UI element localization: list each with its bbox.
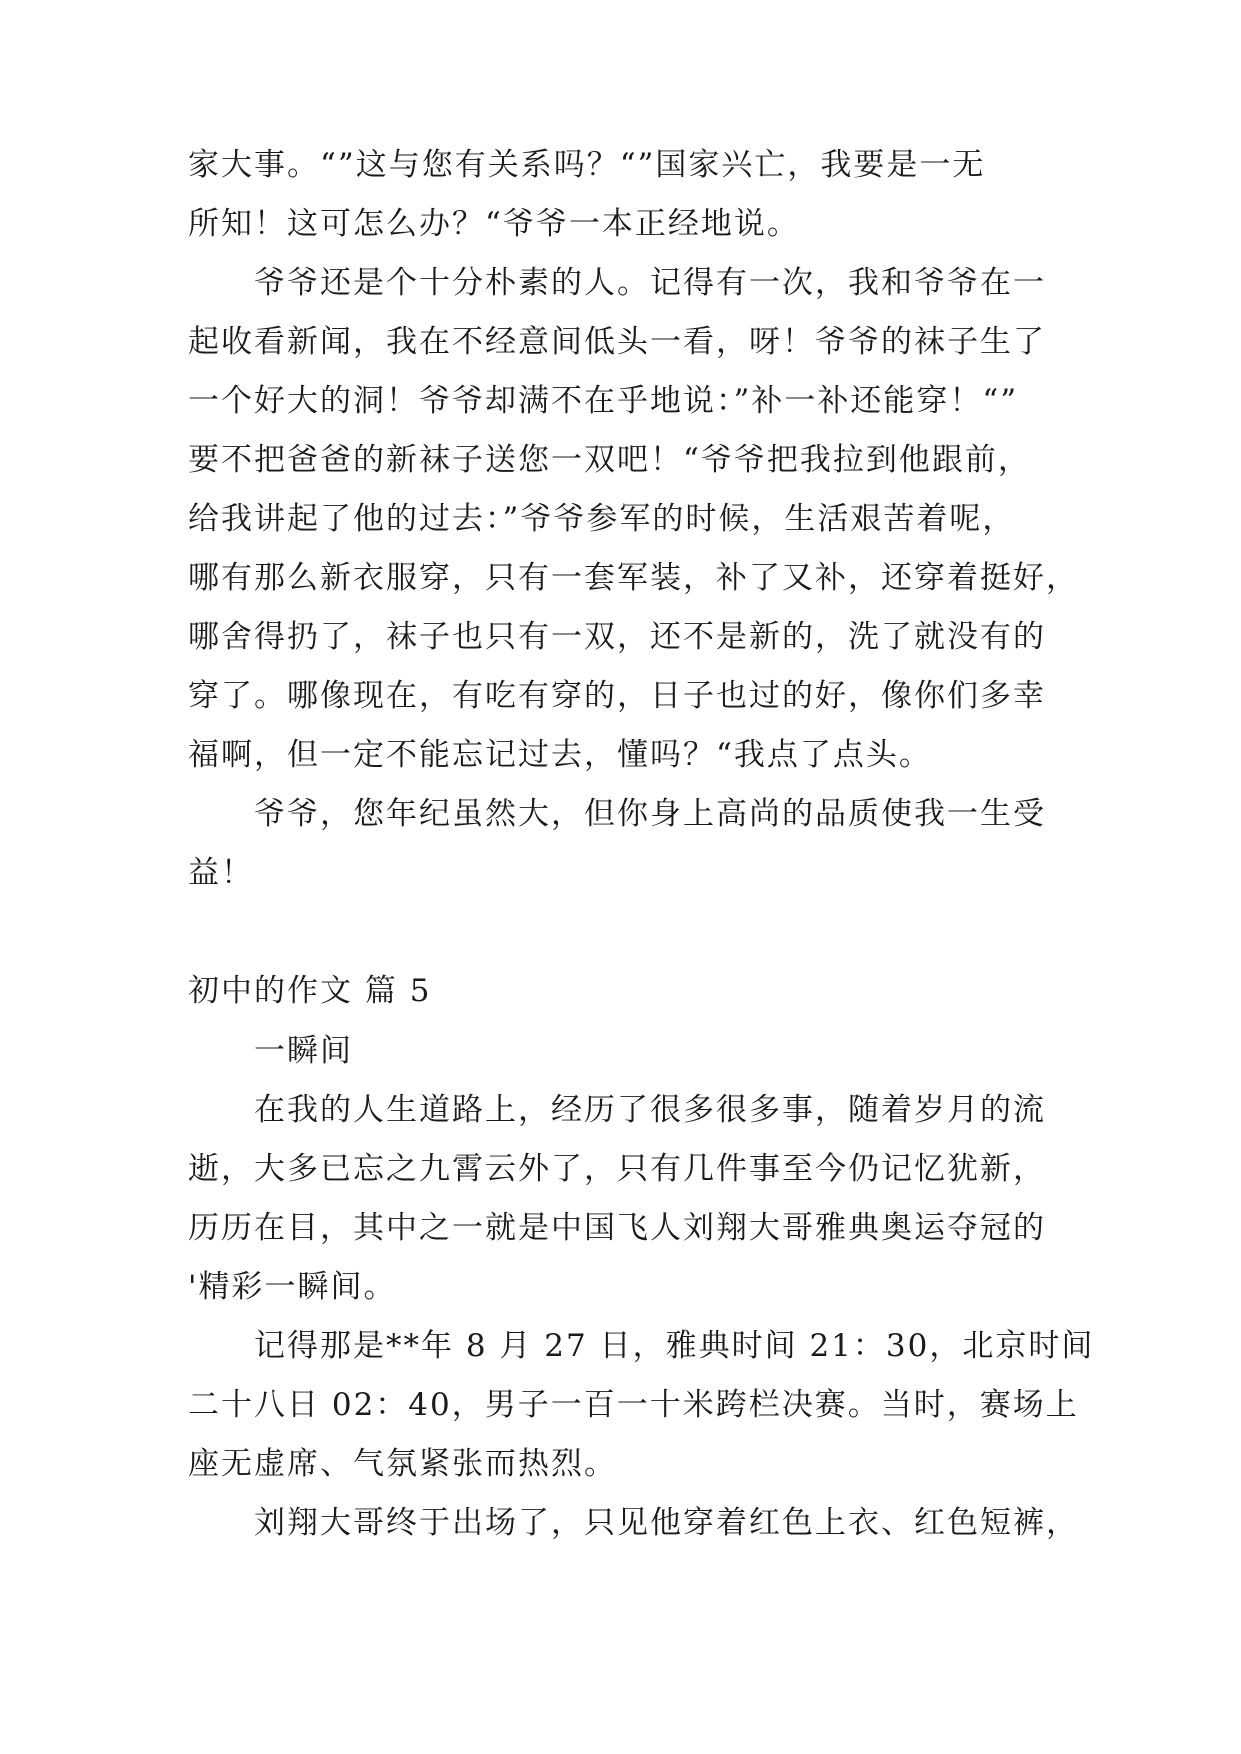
text-line: 哪舍得扔了，袜子也只有一双，还不是新的，洗了就没有的 [188, 619, 1046, 655]
text-line: 爷爷，您年纪虽然大，但你身上高尚的品质使我一生受 [254, 796, 1046, 832]
essay-part-4-body [188, 136, 1079, 903]
text-line: 爷爷还是个十分朴素的人。记得有一次，我和爷爷在一 [254, 265, 1046, 301]
section-heading [188, 962, 1068, 1021]
text-line: 一个好大的洞！爷爷却满不在乎地说：”补一补还能穿！“” [188, 383, 1019, 419]
text-line: 二十八日 02：40，男子一百一十米跨栏决赛。当时，赛场上 [188, 1387, 1079, 1423]
text-line: 哪有那么新衣服穿，只有一套军装，补了又补，还穿着挺好， [188, 560, 1079, 596]
text-line: 起收看新闻，我在不经意间低头一看，呀！爷爷的袜子生了 [188, 324, 1046, 360]
text-line: 座无虚席、气氛紧张而热烈。 [188, 1446, 617, 1482]
text-line: 家大事。“”这与您有关系吗？“”国家兴亡，我要是一无 [188, 147, 986, 183]
text-line: 穿了。哪像现在，有吃有穿的，日子也过的好，像你们多幸 [188, 678, 1046, 714]
text-line: '精彩一瞬间。 [188, 1269, 397, 1305]
text-line: 所知！这可怎么办？“爷爷一本正经地说。 [188, 206, 800, 242]
section-title: 初中的作文 篇 5 [188, 973, 432, 1009]
essay-title: 一瞬间 [254, 1033, 353, 1069]
text-line: 益！ [188, 855, 254, 891]
essay-part-5-body [188, 1022, 1095, 1553]
text-line: 逝，大多已忘之九霄云外了，只有几件事至今仍记忆犹新， [188, 1151, 1046, 1187]
text-line: 给我讲起了他的过去：”爷爷参军的时候，生活艰苦着呢， [188, 501, 1016, 537]
text-line: 记得那是**年 8 月 27 日，雅典时间 21：30，北京时间 [254, 1328, 1095, 1364]
text-line: 历历在目，其中之一就是中国飞人刘翔大哥雅典奥运夺冠的 [188, 1210, 1046, 1246]
text-line: 要不把爸爸的新袜子送您一双吧！“爷爷把我拉到他跟前， [188, 442, 1031, 478]
text-line: 刘翔大哥终于出场了，只见他穿着红色上衣、红色短裤， [254, 1505, 1079, 1541]
text-line: 在我的人生道路上，经历了很多很多事，随着岁月的流 [254, 1092, 1046, 1128]
text-line: 福啊，但一定不能忘记过去，懂吗？“我点了点头。 [188, 737, 932, 773]
